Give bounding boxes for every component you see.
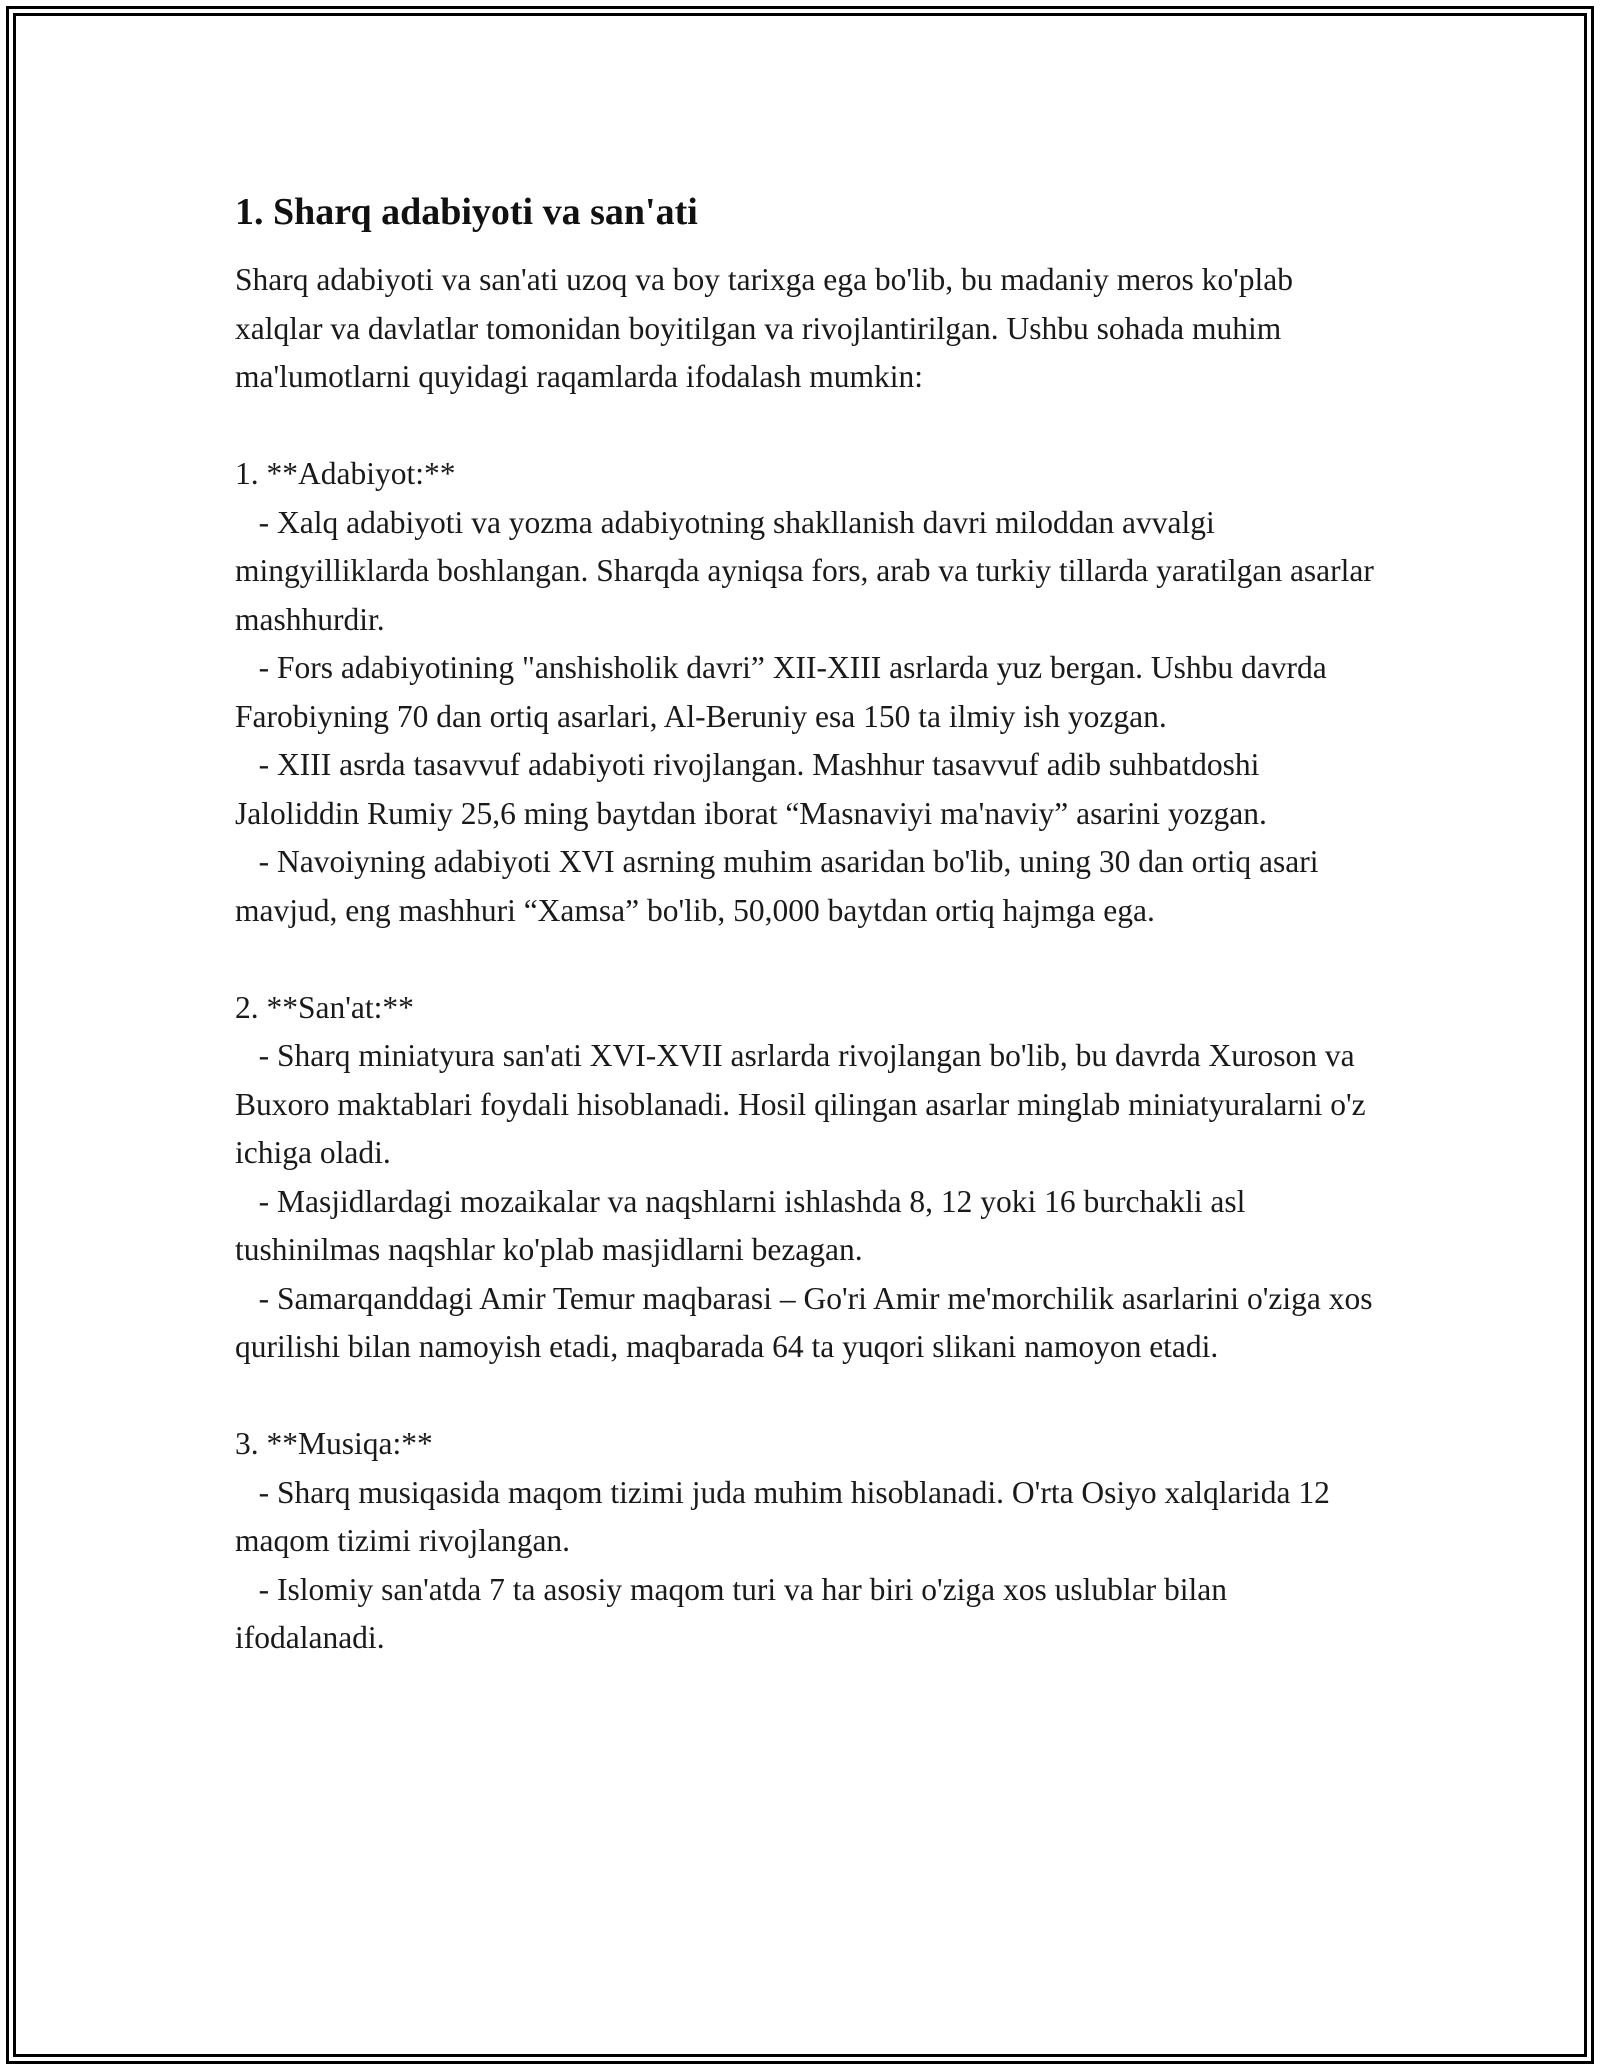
list-item: - Navoiyning adabiyoti XVI asrning muhim asaridan bo'lib, uning 30 dan ortiq asari mavjud, eng mashhuri “Xamsa” bo'lib, 50,000 baytdan ortiq hajmga ega. xyxy=(235,844,1327,928)
section-sanat xyxy=(235,984,1381,1372)
section-musiqa xyxy=(235,1420,1375,1663)
spacer xyxy=(235,935,1375,984)
list-item: - Islomiy san'atda 7 ta asosiy maqom turi va har biri o'ziga xos uslublar bilan ifodalanadi. xyxy=(235,1571,1235,1655)
spacer xyxy=(235,1372,1375,1421)
list-item: - Xalq adabiyoti va yozma adabiyotning shakllanish davri miloddan avvalgi mingyilliklarda boshlangan. Sharqda ayniqsa fors, arab va turkiy tillarda yaratilgan asarlar mashhurdir. xyxy=(235,504,1382,637)
list-item: - Masjidlardagi mozaikalar va naqshlarni ishlashda 8, 12 yoki 16 burchakli asl tushinilmas naqshlar ko'plab masjidlarni bezagan. xyxy=(235,1183,1254,1267)
section-heading: 2. **San'at:** xyxy=(235,989,414,1025)
section-heading: 1. **Adabiyot:** xyxy=(235,456,456,491)
list-item: - Sharq miniatyura san'ati XVI-XVII asrlarda rivojlangan bo'lib, bu davrda Xuroson va Buxoro maktablari foydali hisoblanadi. Hosil qilingan asarlar minglab miniatyuralarni o'z ichiga oladi. xyxy=(235,1038,1374,1170)
intro-paragraph: Sharq adabiyoti va san'ati uzoq va boy tarixga ega bo'lib, bu madaniy meros ko'plab xalqlar va davlatlar tomonidan boyitilgan va rivojlantirilgan. Ushbu sohada muhim ma'lumotlarni quyidagi raqamlarda ifodalash mumkin: xyxy=(235,262,1301,394)
document-body xyxy=(235,186,1382,1663)
spacer xyxy=(235,402,1375,451)
section-heading: 3. **Musiqa:** xyxy=(235,1426,433,1461)
section-adabiyot xyxy=(235,450,1382,935)
list-item: - XIII asrda tasavvuf adabiyoti rivojlangan. Mashhur tasavvuf adib suhbatdoshi Jaloliddin Rumiy 25,6 ming baytdan iborat “Masnaviyi ma'naviy” asarini yozgan. xyxy=(235,747,1268,831)
list-item: - Fors adabiyotining "anshisholik davri” XII-XIII asrlarda yuz bergan. Ushbu davrda Farobiyning 70 dan ortiq asarlari, Al-Beruniy esa 150 ta ilmiy ish yozgan. xyxy=(235,650,1335,734)
list-item: - Samarqanddagi Amir Temur maqbarasi – Go'ri Amir me'morchilik asarlarini o'ziga xos qurilishi bilan namoyish etadi, maqbarada 64 ta yuqori slikani namoyon etadi. xyxy=(235,1280,1381,1364)
document-title: 1. Sharq adabiyoti va san'ati xyxy=(235,191,698,233)
list-item: - Sharq musiqasida maqom tizimi juda muhim hisoblanadi. O'rta Osiyo xalqlarida 12 maqom tizimi rivojlangan. xyxy=(235,1474,1338,1558)
